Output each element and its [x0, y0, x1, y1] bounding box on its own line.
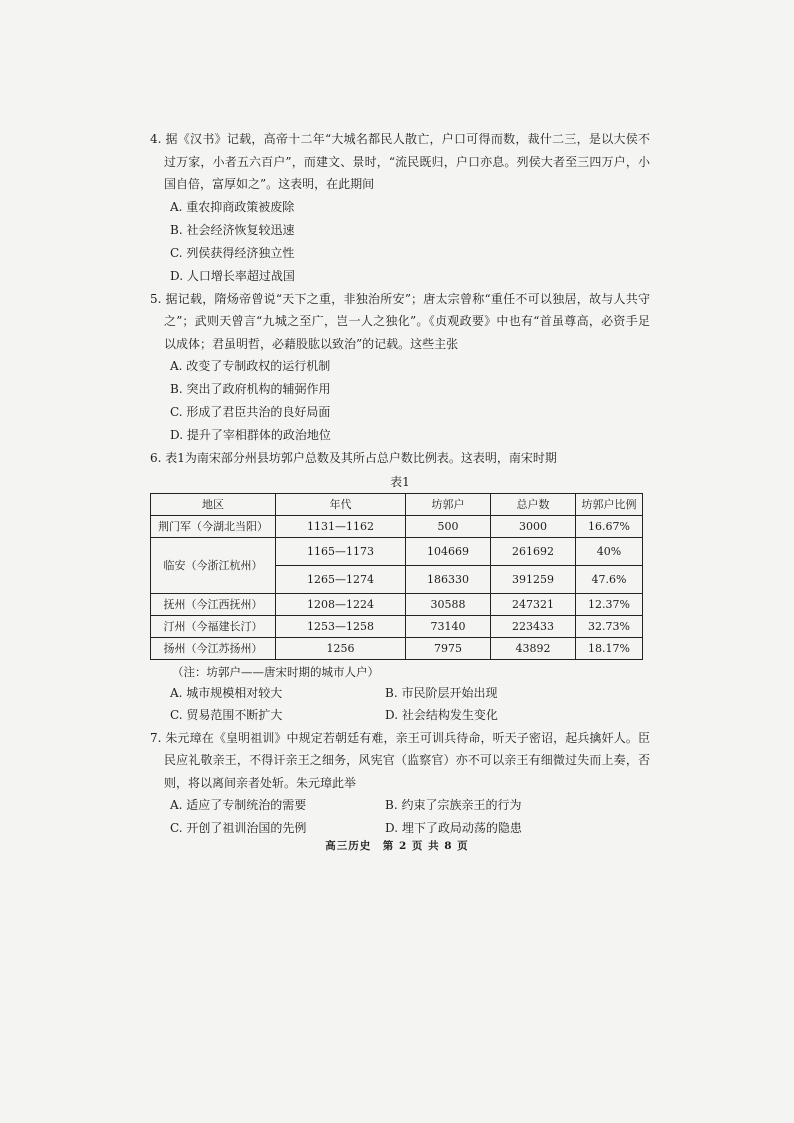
- table-cell: 32.73%: [576, 615, 643, 637]
- table-caption: 表1: [390, 474, 410, 489]
- question-7-option-a: A. 适应了专制统治的需要: [170, 798, 307, 812]
- question-5-option-d: D. 提升了宰相群体的政治地位: [170, 428, 331, 442]
- table-cell: 临安（今浙江杭州）: [151, 537, 276, 593]
- table-cell: 18.17%: [576, 637, 643, 659]
- question-4-option-b: B. 社会经济恢复较迅速: [170, 222, 295, 237]
- page-footer: 高三历史 第 2 页 共 8 页: [325, 840, 469, 852]
- question-7-option-c: C. 开创了祖训治国的先例: [170, 820, 307, 835]
- question-5-option-b: B. 突出了政府机构的辅弼作用: [170, 382, 331, 396]
- question-6-option-a: A. 城市规模相对较大: [170, 685, 283, 700]
- question-5-stem: 5. 据记载，隋炀帝曾说“天下之重，非独治所安”；唐太宗曾称“重任不可以独居，故与人共守之”；武则天曾言“九城之至广，岂一人之独化”。《贞观政要》中也有“首虽尊高，必资手足以成体；君虽明哲，必藉股肱以致治”的记载。这些主张: [150, 291, 650, 351]
- table-row: [151, 615, 643, 637]
- question-4-option-a: A. 重农抑商政策被废除: [170, 199, 295, 214]
- table-cell: 1265—1274: [276, 565, 406, 593]
- table-cell: 43892: [491, 637, 576, 659]
- table-cell: 1131—1162: [276, 515, 406, 537]
- table-row: [151, 637, 643, 659]
- table-row: [151, 593, 643, 615]
- table-cell: 391259: [491, 565, 576, 593]
- question-4-option-d: D. 人口增长率超过战国: [170, 268, 295, 283]
- question-7-option-b: B. 约束了宗族亲王的行为: [385, 798, 522, 812]
- table-header-row: [151, 493, 643, 515]
- table-cell: 30588: [406, 593, 491, 615]
- table-cell: 223433: [491, 615, 576, 637]
- table-note: （注：坊郭户——唐宋时期的城市人户）: [172, 664, 379, 679]
- question-6-option-c: C. 贸易范围不断扩大: [170, 708, 283, 722]
- table-cell: 12.37%: [576, 593, 643, 615]
- table-row: [151, 537, 643, 565]
- table-cell: 40%: [576, 537, 643, 565]
- table-cell: 186330: [406, 565, 491, 593]
- table-cell: 261692: [491, 537, 576, 565]
- exam-page: [150, 128, 650, 839]
- table-cell: 247321: [491, 593, 576, 615]
- table-header-cell: 总户数: [491, 493, 576, 515]
- question-6-option-d: D. 社会结构发生变化: [385, 708, 498, 722]
- table-cell: 7975: [406, 637, 491, 659]
- table-cell: 47.6%: [576, 565, 643, 593]
- table-cell: 扬州（今江苏扬州）: [151, 637, 276, 659]
- question-7-options: [150, 794, 650, 839]
- table-header-cell: 年代: [276, 493, 406, 515]
- table-cell: 104669: [406, 537, 491, 565]
- table-cell: 16.67%: [576, 515, 643, 537]
- table-header-cell: 坊郭户: [406, 493, 491, 515]
- question-5-option-a: A. 改变了专制政权的运行机制: [170, 359, 331, 373]
- table-row: [151, 515, 643, 537]
- table-header-cell: 地区: [151, 493, 276, 515]
- question-4-stem: 4. 据《汉书》记载，高帝十二年“大城名都民人散亡，户口可得而数，裁什二三，是以大侯不过万家，小者五六百户”，而建文、景时，“流民既归，户口亦息。列侯大者至三四万户，小国自倍，富厚如之”。这表明，在此期间: [150, 132, 650, 191]
- question-6-options: [150, 682, 650, 727]
- question-6-option-b: B. 市民阶层开始出现: [385, 685, 498, 700]
- table-cell: 1208—1224: [276, 593, 406, 615]
- question-7-stem: 7. 朱元璋在《皇明祖训》中规定若朝廷有难，亲王可训兵待命，听天子密诏，起兵擒奸人。臣民应礼敬亲王，不得讦亲王之细务，风宪官（监察官）亦不可以亲王有细微过失而上奏，否则，将以离间亲者处斩。朱元璋此举: [150, 730, 650, 790]
- table-cell: 荆门军（今湖北当阳）: [151, 515, 276, 537]
- table-cell: 1253—1258: [276, 615, 406, 637]
- question-4-option-c: C. 列侯获得经济独立性: [170, 245, 295, 260]
- question-5-option-c: C. 形成了君臣共治的良好局面: [170, 405, 331, 419]
- table-header-cell: 坊郭户比例: [576, 493, 643, 515]
- table-cell: 3000: [491, 515, 576, 537]
- data-table: [150, 493, 643, 660]
- table-cell: 1256: [276, 637, 406, 659]
- table-cell: 汀州（今福建长汀）: [151, 615, 276, 637]
- table-cell: 1165—1173: [276, 537, 406, 565]
- table-cell: 73140: [406, 615, 491, 637]
- table-cell: 抚州（今江西抚州）: [151, 593, 276, 615]
- question-6-stem: 6. 表1为南宋部分州县坊郭户总数及其所占总户数比例表。这表明，南宋时期: [150, 451, 557, 465]
- question-7-option-d: D. 埋下了政局动荡的隐患: [385, 820, 522, 835]
- table-cell: 500: [406, 515, 491, 537]
